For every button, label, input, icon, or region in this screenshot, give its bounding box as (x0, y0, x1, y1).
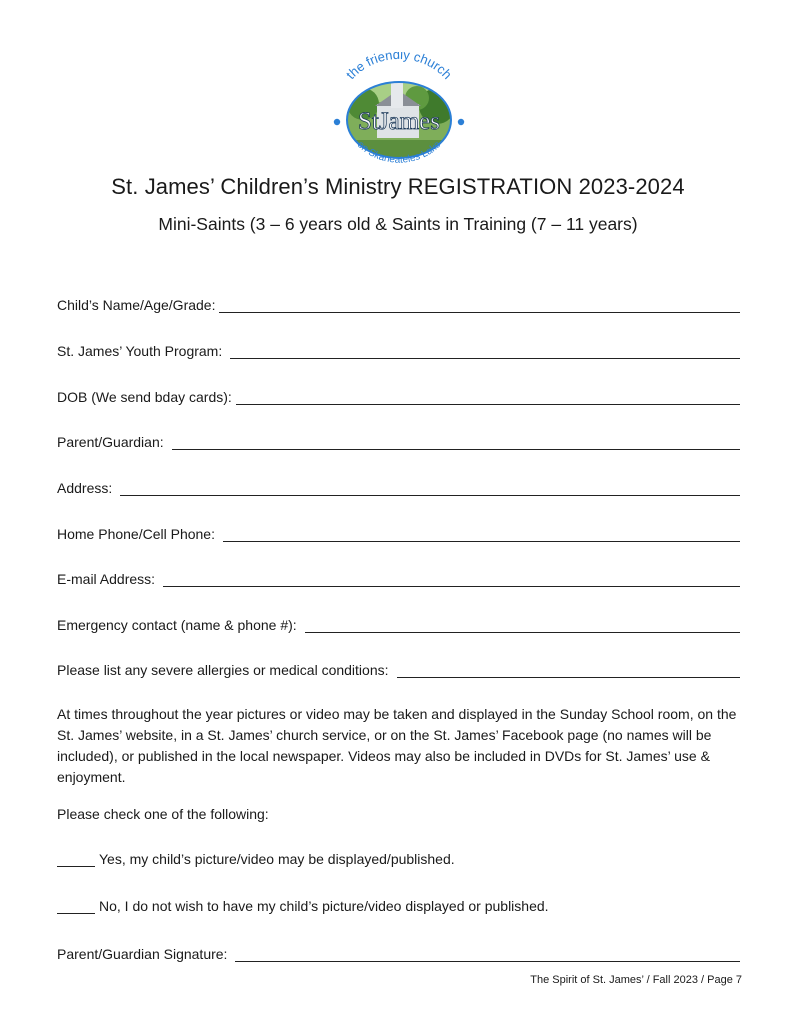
field-label: Address: (57, 480, 113, 496)
church-logo (325, 52, 473, 182)
logo-bottom-text: on Skaneateles Lake (354, 139, 444, 166)
field-label: E-mail Address: (57, 571, 156, 587)
youth-program-field (57, 339, 740, 359)
field-label: Emergency contact (name & phone #): (57, 617, 297, 633)
logo-name: StJames (358, 108, 440, 135)
phone-input-line[interactable] (223, 527, 740, 542)
consent-yes-option (57, 851, 455, 867)
signature-field (57, 942, 740, 962)
consent-instruction: Please check one of the following: (57, 806, 269, 822)
parent-guardian-input-line[interactable] (172, 435, 740, 450)
field-label: DOB (We send bday cards): (57, 389, 232, 405)
logo-top-text: the friendly church (342, 52, 455, 83)
address-field (57, 476, 740, 496)
field-label: Please list any severe allergies or medical conditions: (57, 662, 389, 678)
svg-text:the friendly church (343, 52, 455, 82)
church-logo-graphic (325, 52, 473, 182)
consent-no-label: No, I do not wish to have my child’s picture/video displayed or published. (99, 898, 549, 914)
child-name-input-line[interactable] (219, 298, 740, 313)
page-subtitle: Mini-Saints (3 – 6 years old & Saints in Training (7 – 11 years) (158, 214, 638, 234)
child-name-field (57, 293, 740, 313)
email-input-line[interactable] (163, 572, 740, 587)
signature-input-line[interactable] (235, 947, 740, 962)
consent-paragraph: At times throughout the year pictures or video may be taken and displayed in the Sunday School room, on the St. James’ website, in a St. James’ church service, or on the St. James’ Facebook page (no names will be included), or published in the local newspaper. Videos may also be included in DVDs for St. James’ use & enjoyment. (57, 706, 737, 785)
allergies-input-line[interactable] (397, 663, 741, 678)
field-label: Child’s Name/Age/Grade: (57, 297, 216, 313)
field-label: St. James’ Youth Program: (57, 343, 223, 359)
parent-guardian-field (57, 430, 740, 450)
consent-no-option (57, 898, 549, 914)
field-label: Home Phone/Cell Phone: (57, 526, 215, 542)
phone-field (57, 522, 740, 542)
dob-field (57, 385, 740, 405)
youth-program-input-line[interactable] (230, 344, 740, 359)
page-title: St. James’ Children’s Ministry REGISTRATION 2023-2024 (111, 174, 685, 199)
dob-input-line[interactable] (236, 390, 740, 405)
email-field (57, 567, 740, 587)
consent-yes-checkline[interactable] (57, 852, 95, 867)
consent-yes-label: Yes, my child’s picture/video may be displayed/published. (99, 851, 455, 867)
field-label: Parent/Guardian: (57, 434, 164, 450)
consent-no-checkline[interactable] (57, 899, 95, 914)
emergency-contact-field (57, 613, 740, 633)
allergies-field (57, 658, 740, 678)
field-label: Parent/Guardian Signature: (57, 946, 228, 962)
emergency-contact-input-line[interactable] (305, 618, 740, 633)
page-footer: The Spirit of St. James’ / Fall 2023 / Page 7 (530, 974, 742, 986)
address-input-line[interactable] (120, 481, 740, 496)
